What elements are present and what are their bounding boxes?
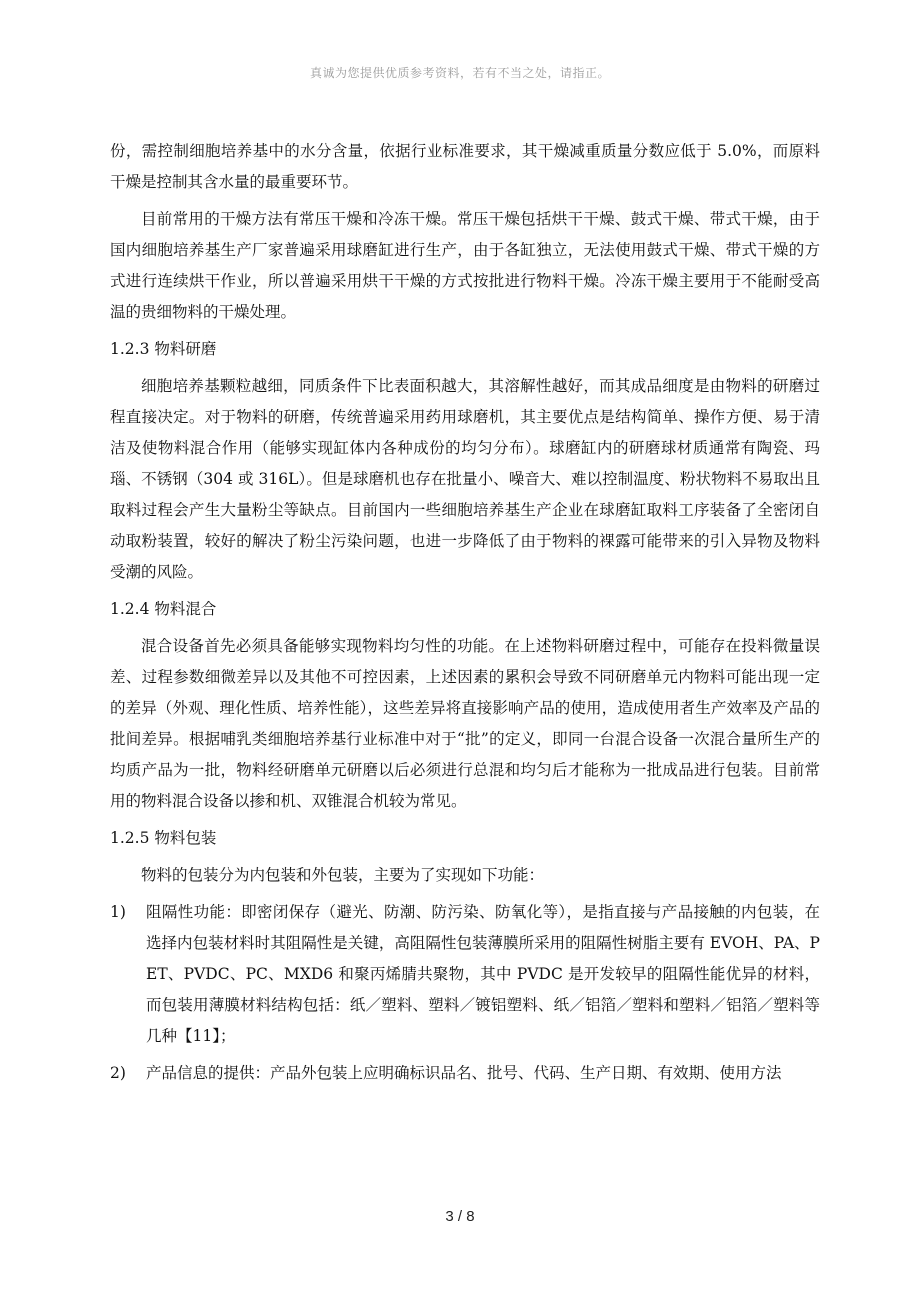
header-watermark: 真诚为您提供优质参考资料，若有不当之处，请指正。 xyxy=(309,66,610,80)
page-number: 3 / 8 xyxy=(445,1208,475,1225)
section-heading-1-2-3: 1.2.3 物料研磨 xyxy=(110,340,217,358)
section-heading-1-2-4: 1.2.4 物料混合 xyxy=(110,600,217,618)
document-body xyxy=(110,136,820,1095)
paragraph-continuation: 份，需控制细胞培养基中的水分含量，依据行业标准要求，其干燥减重质量分数应低于 5.0%，而原料干燥是控制其含水量的最重要环节。 xyxy=(110,142,820,191)
paragraph-mixing: 混合设备首先必须具备能够实现物料均匀性的功能。在上述物料研磨过程中，可能存在投料微量误差、过程参数细微差异以及其他不可控因素，上述因素的累积会导致不同研磨单元内物料可能出现一定的差异（外观、理化性质、培养性能），这些差异将直接影响产品的使用，造成使用者生产效率及产品的批间差异。根据哺乳类细胞培养基行业标准中对于“批”的定义，即同一台混合设备一次混合量所生产的均质产品为一批，物料经研磨单元研磨以后必须进行总混和均匀后才能称为一批成品进行包装。目前常用的物料混合设备以掺和机、双锥混合机较为常见。 xyxy=(110,637,820,810)
section-heading-1-2-5: 1.2.5 物料包装 xyxy=(110,829,217,847)
paragraph-grinding: 细胞培养基颗粒越细，同质条件下比表面积越大，其溶解性越好，而其成品细度是由物料的研磨过程直接决定。对于物料的研磨，传统普遍采用药用球磨机，其主要优点是结构简单、操作方便、易于清洁及使物料混合作用（能够实现缸体内各种成份的均匀分布）。球磨缸内的研磨球材质通常有陶瓷、玛瑙、不锈钢（304 或 316L）。但是球磨机也存在批量小、噪音大、难以控制温度、粉状物料不易取出且取料过程会产生大量粉尘等缺点。目前国内一些细胞培养基生产企业在球磨缸取料工序装备了全密闭自动取粉装置，较好的解决了粉尘污染问题，也进一步降低了由于物料的裸露可能带来的引入异物及物料受潮的风险。 xyxy=(110,377,820,581)
paragraph-packaging-intro: 物料的包装分为内包装和外包装，主要为了实现如下功能： xyxy=(141,866,545,884)
list-item xyxy=(110,897,820,1052)
paragraph-drying-methods: 目前常用的干燥方法有常压干燥和冷冻干燥。常压干燥包括烘干干燥、鼓式干燥、带式干燥，由于国内细胞培养基生产厂家普遍采用球磨缸进行生产，由于各缸独立，无法使用鼓式干燥、带式干燥的方式进行连续烘干作业，所以普遍采用烘干干燥的方式按批进行物料干燥。冷冻干燥主要用于不能耐受高温的贵细物料的干燥处理。 xyxy=(110,210,820,321)
list-item-text: 产品信息的提供：产品外包装上应明确标识品名、批号、代码、生产日期、有效期、使用方法 xyxy=(146,1064,782,1082)
list-item-number: 1) xyxy=(110,903,126,921)
list-item-number: 2) xyxy=(110,1064,126,1082)
list-item-text: 阻隔性功能：即密闭保存（避光、防潮、防污染、防氧化等），是指直接与产品接触的内包装，在选择内包装材料时其阻隔性是关键，高阻隔性包装薄膜所采用的阻隔性树脂主要有 EVOH、PA、PET、PVDC、PC、MXD6 和聚丙烯腈共聚物，其中 PVDC 是开发较早的阻隔性能优异的材料，而包装用薄膜材料结构包括：纸／塑料、塑料／镀铝塑料、纸／铝箔／塑料和塑料／铝箔／塑料等几种【11】； xyxy=(146,903,820,1045)
list-item xyxy=(110,1058,820,1089)
